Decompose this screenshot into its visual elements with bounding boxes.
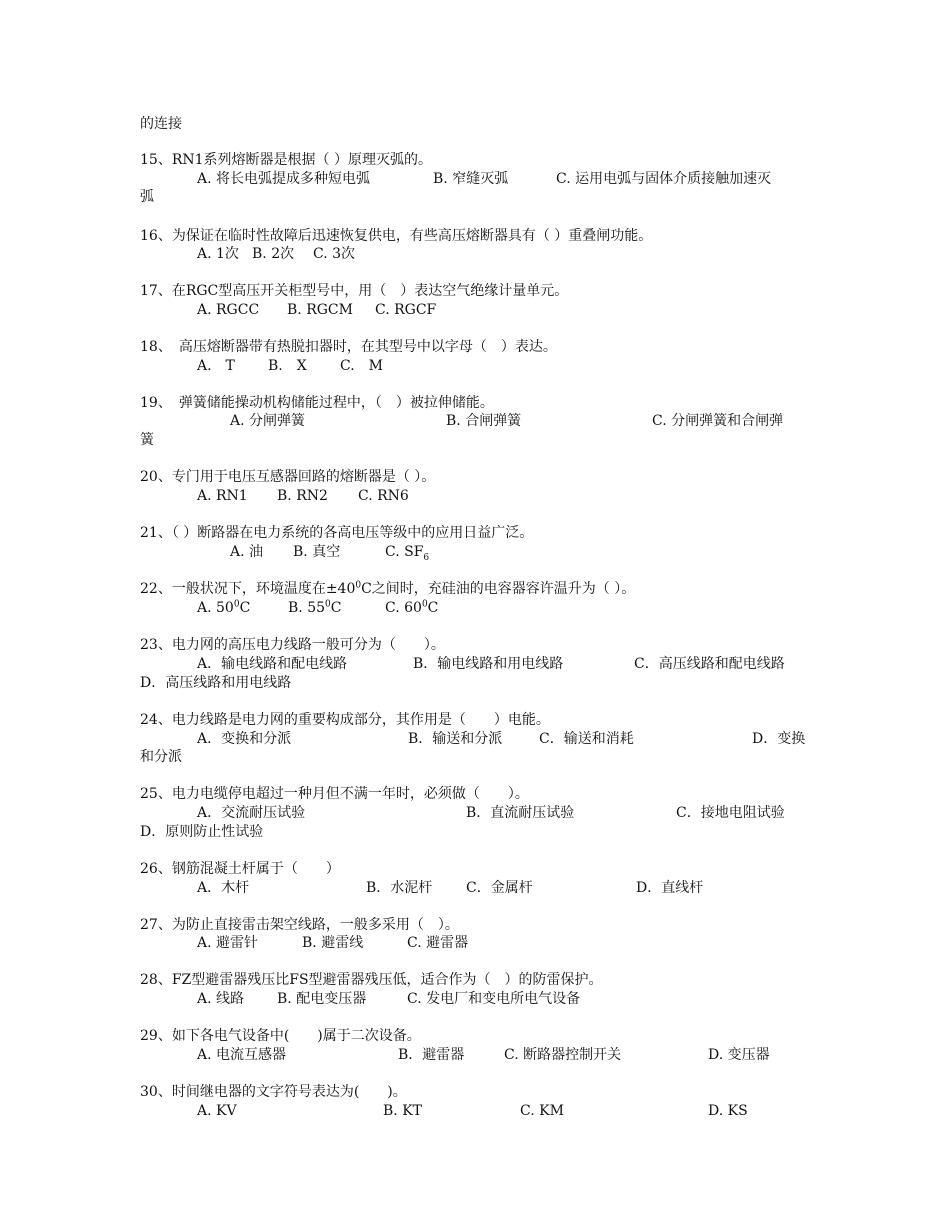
question-20-text: 20、专门用于电压互感器回路的熔断器是（ ）。 (140, 469, 436, 485)
option-c: C. 避雷器 (407, 935, 469, 951)
option-c: C．金属杆 (466, 880, 533, 896)
option-b: B. 配电变压器 (277, 991, 367, 1007)
option-c: C. 分闸弹簧和合闸弹 (652, 413, 784, 429)
question-25-text: 25、电力电缆停电超过一种月但不满一年时，必须做（ ）。 (140, 786, 529, 802)
option-b: B. 避雷线 (302, 935, 364, 951)
option-c: C．输送和消耗 (539, 731, 634, 747)
option-a: A. T (197, 358, 235, 374)
q22-sup: 0 (355, 580, 362, 591)
option-d: D. 变压器 (708, 1047, 770, 1063)
option-c: C. 发电厂和变电所电气设备 (407, 991, 581, 1007)
option-a: A．交流耐压试验 (197, 805, 306, 821)
option-b: B. RN2 (277, 488, 328, 504)
option-a: A. RN1 (197, 488, 248, 504)
option-a: A. 避雷针 (197, 935, 259, 951)
question-27-text: 27、为防止直接雷击架空线路，一般多采用（ ）。 (140, 917, 459, 933)
option-c: C. RGCF (375, 302, 437, 318)
option-c: C. KM (520, 1103, 564, 1119)
option-b: B．输送和分派 (408, 731, 503, 747)
question-16-text: 16、为保证在临时性故障后迅速恢复供电，有些高压熔断器具有（ ）重叠闸功能。 (140, 228, 653, 244)
question-19-text: 19、 弹簧储能操动机构储能过程中，（ ）被拉伸储能。 (140, 395, 494, 411)
option-a: A. 1次 (197, 246, 239, 262)
question-15-wrap: 弧 (140, 189, 154, 205)
option-d: D．变换 (752, 731, 806, 747)
option-a: A. KV (197, 1103, 237, 1119)
degree-sup: 0 (421, 599, 428, 610)
option-a: A．变换和分派 (197, 731, 292, 747)
question-25-wrap: D．原则防止性试验 (140, 824, 264, 840)
unit: C (330, 600, 342, 616)
option-b: B. 窄缝灭弧 (433, 171, 509, 187)
subscript-6: 6 (423, 552, 430, 563)
option-c: C. M (340, 358, 383, 374)
option-b: B．水泥杆 (366, 880, 433, 896)
option-b: B. 2次 (252, 246, 295, 262)
option-a: A. 油 (230, 544, 264, 560)
option-a: A．木杆 (197, 880, 250, 896)
option-c: C. 运用电弧与固体介质接触加速灭 (556, 171, 772, 187)
question-15-text: 15、RN1系列熔断器是根据（ ）原理灭弧的。 (140, 152, 432, 168)
option-d: D．直线杆 (636, 880, 704, 896)
option-b: B. X (268, 358, 307, 374)
option-c: C. 3次 (313, 246, 356, 262)
question-24-text: 24、电力线路是电力网的重要构成部分，其作用是（ ）电能。 (140, 712, 550, 728)
option-b: B. KT (383, 1103, 422, 1119)
q22-pre: 22、一般状况下，环境温度在±40 (140, 581, 356, 597)
option-b: B. 真空 (293, 544, 341, 560)
question-24-wrap: 和分派 (140, 749, 182, 765)
option-b: B. 合闸弹簧 (446, 413, 522, 429)
option-a: A. RGCC (197, 302, 260, 318)
question-22-text (140, 579, 635, 599)
intro-tail-text: 的连接 (140, 116, 182, 132)
option-b: B．避雷器 (398, 1047, 465, 1063)
question-18-text: 18、 高压熔断器带有热脱扣器时，在其型号中以字母（ ）表达。 (140, 339, 557, 355)
question-19-wrap: 簧 (140, 432, 154, 448)
q22-post: C之间时，充硅油的电容器容许温升为（ ）。 (361, 581, 636, 597)
unit: C (427, 600, 439, 616)
option-c: C. RN6 (358, 488, 409, 504)
question-21-text: 21、（ ）断路器在电力系统的各高电压等级中的应用日益广泛。 (140, 525, 534, 541)
option-a: A. 将长电弧提成多种短电弧 (197, 171, 371, 187)
option-b: B. RGCM (287, 302, 353, 318)
option-b-label: B. 55 (288, 600, 326, 616)
option-a: A. 电流互感器 (197, 1047, 287, 1063)
option-a-label: A. 50 (197, 600, 234, 616)
option-c-label: C. SF (385, 544, 424, 560)
question-23-wrap: D．高压线路和用电线路 (140, 675, 292, 691)
question-17-text: 17、在RGC型高压开关柜型号中，用（ ）表达空气绝缘计量单元。 (140, 283, 569, 299)
option-d: D. KS (708, 1103, 748, 1119)
option-a: A. 线路 (197, 991, 245, 1007)
option-c (385, 598, 438, 618)
option-b: B．输电线路和用电线路 (413, 656, 564, 672)
option-c: C. 断路器控制开关 (504, 1047, 622, 1063)
option-a: A. 分闸弹簧 (230, 413, 306, 429)
option-b (288, 598, 341, 618)
option-b: B．直流耐压试验 (466, 805, 575, 821)
option-c-label: C. 60 (385, 600, 422, 616)
option-a: A．输电线路和配电线路 (197, 656, 348, 672)
question-30-text: 30、时间继电器的文字符号表达为( )。 (140, 1084, 407, 1100)
option-c (385, 542, 429, 562)
question-28-text: 28、FZ型避雷器残压比FS型避雷器残压低，适合作为（ ）的防雷保护。 (140, 972, 603, 988)
option-c: C．高压线路和配电线路 (634, 656, 785, 672)
degree-sup: 0 (325, 599, 331, 610)
option-c: C．接地电阻试验 (676, 805, 785, 821)
question-26-text: 26、钢筋混凝土杆属于（ ） (140, 861, 340, 877)
option-a (197, 598, 250, 618)
unit: C (239, 600, 251, 616)
question-23-text: 23、电力网的高压电力线路一般可分为（ ）。 (140, 637, 445, 653)
question-29-text: 29、如下各电气设备中( )属于二次设备。 (140, 1028, 421, 1044)
degree-sup: 0 (233, 599, 240, 610)
